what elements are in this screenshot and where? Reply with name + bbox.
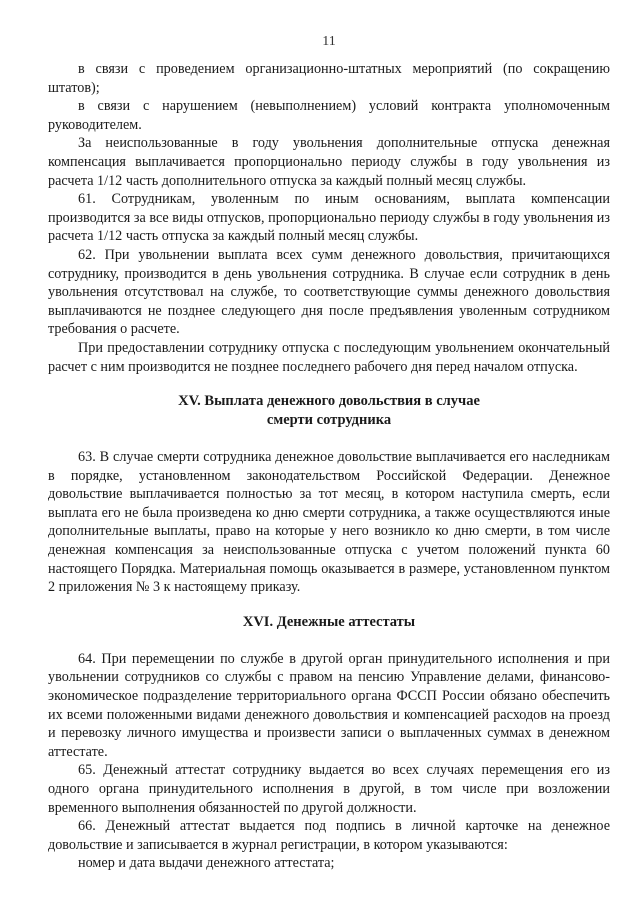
section-16-title [48, 613, 610, 632]
paragraph-64: 64. При перемещении по службе в другой орган принудительного исполнения и при увольнении сотрудников со службы с правом на пенсию Управление делами, финансово-экономическое подразделение территориального органа ФССП России обязано обеспечить их всеми положенными видами денежного довольствия и компенсацией расходов на проезд и перевозку личного имущества и произвести записи о выплаченных суммах в денежном аттестате. [48, 650, 610, 760]
paragraph-65: 65. Денежный аттестат сотруднику выдается во всех случаях перемещения его из одного органа принудительного исполнения в другой, в том числе при возложении временного выполнения обязанностей по другой должности. [48, 762, 610, 816]
section-15-title [48, 392, 610, 430]
section-15-title-line2: смерти сотрудника [266, 412, 392, 429]
paragraph-contract-violation: в связи с нарушением (невыполнением) условий контракта уполномоченным руководителем. [48, 98, 610, 133]
section-15-title-line1: XV. Выплата денежного довольствия в случае [178, 393, 480, 410]
paragraph-62: 62. При увольнении выплата всех сумм денежного довольствия, причитающихся сотруднику, производится в день увольнения сотрудника. В случае если сотрудник в день увольнения отсутствовал на службе, то соответствующие суммы денежного довольствия выплачиваются не позднее следующего дня после предъявления уволенным сотрудником требования о расчете. [48, 246, 610, 338]
paragraph-unused-leave-compensation: За неиспользованные в году увольнения дополнительные отпуска денежная компенсация выплачивается пропорционально периоду службы в году увольнения из расчета 1/12 часть дополнительного отпуска за каждый полный месяц службы. [48, 135, 610, 189]
page-number: 11 [322, 34, 336, 49]
paragraph-66: 66. Денежный аттестат выдается под подпись в личной карточке на денежное довольствие и записывается в журнал регистрации, в котором указываются: [48, 818, 610, 853]
paragraph-reduction-staff: в связи с проведением организационно-штатных мероприятий (по сокращению штатов); [48, 61, 610, 96]
paragraph-leave-with-dismissal: При предоставлении сотруднику отпуска с последующим увольнением окончательный расчет с ним производится не позднее последнего рабочего дня перед началом отпуска. [48, 339, 610, 375]
paragraph-61: 61. Сотрудникам, уволенным по иным основаниям, выплата компенсации производится за все виды отпусков, пропорционально периоду службы в году увольнения из расчета 1/12 часть отпуска за каждый полный месяц службы. [48, 191, 610, 245]
document-page [48, 34, 610, 873]
paragraph-63: 63. В случае смерти сотрудника денежное довольствие выплачивается его наследникам в порядке, установленном законодательством Российской Федерации. Денежное довольствие выплачивается полностью за тот месяц, в котором наступила смерть, если выплата его не была произведена ко дню смерти сотрудника, а также осуществляются иные дополнительные выплаты, право на которые у него возникло ко дню смерти, в том числе денежная компенсация за неиспользованные отпуска с учетом положений пункта 60 настоящего Порядка. Материальная помощь оказывается в размере, установленном пунктом 2 приложения № 3 к настоящему приказу. [48, 449, 610, 596]
paragraph-attestat-number-date: номер и дата выдачи денежного аттестата; [78, 855, 335, 872]
section-16-title-text: XVI. Денежные аттестаты [242, 613, 416, 630]
